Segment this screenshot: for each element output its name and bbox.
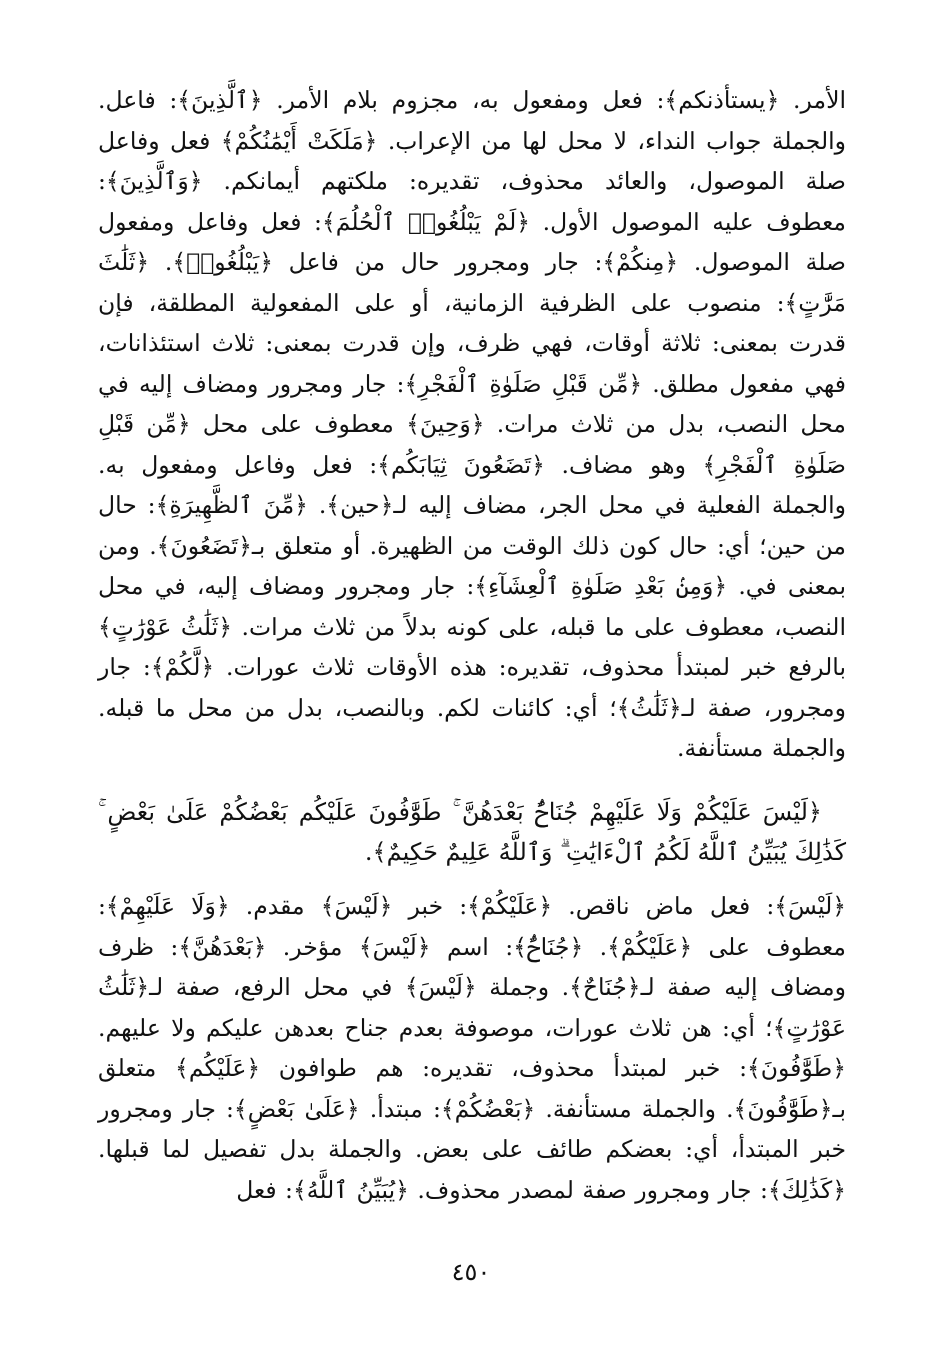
- page-number: ٤٥٠: [451, 1258, 491, 1286]
- commentary-paragraph-2: ﴿لَيْسَ﴾: فعل ماض ناقص. ﴿عَلَيْكُمْ﴾: خبر ﴿لَيْسَ﴾ مقدم. ﴿وَلَا عَلَيْهِمْ﴾: معطوف على ﴿عَلَيْكُمْ﴾. ﴿جُنَاحٌۢ﴾: اسم ﴿لَيْسَ﴾ مؤخر. ﴿بَعْدَهُنَّ﴾: ظرف ومضاف إليه صفة لـ﴿جُنَاحٌ﴾. وجملة ﴿لَيْسَ﴾ في محل الرفع، صفة لـ﴿ثَلَٰثُ عَوْرَٰتٍ﴾؛ أي: هن ثلاث عورات، موصوفة بعدم جناح بعدهن عليكم ولا عليهم. ﴿طَوَّٰفُونَ﴾: خبر لمبتدأ محذوف، تقديره: هم طوافون ﴿عَلَيْكُم﴾ متعلق بـ﴿طَوَّٰفُونَ﴾. والجملة مستأنفة. ﴿بَعْضُكُمْ﴾: مبتدأ. ﴿عَلَىٰ بَعْضٍ﴾: جار ومجرور خبر المبتدأ، أي: بعضكم طائف على بعض. والجملة بدل تفصيل لما قبلها. ﴿كَذَٰلِكَ﴾: جار ومجرور صفة لمصدر محذوف. ﴿يُبَيِّنُ ٱللَّهُ﴾: فعل: [98, 892, 846, 1204]
- commentary-paragraph-1: الأمر. ﴿يستأذنكم﴾: فعل ومفعول به، مجزوم بلام الأمر. ﴿ٱلَّذِينَ﴾: فاعل. والجملة جواب النداء، لا محل لها من الإعراب. ﴿مَلَكَتْ أَيْمَٰنُكُمْ﴾ فعل وفاعل صلة الموصول، والعائد محذوف، تقديره: ملكتهم أيمانكم. ﴿وَٱلَّذِينَ﴾: معطوف عليه الموصول الأول. ﴿لَمْ يَبْلُغُوا۟ ٱلْحُلُمَ﴾: فعل وفاعل ومفعول صلة الموصول. ﴿مِنكُمْ﴾: جار ومجرور حال من فاعل ﴿يَبْلُغُوا۟﴾. ﴿ثَلَٰثَ مَرَّٰتٍ﴾: منصوب على الظرفية الزمانية، أو على المفعولية المطلقة، فإن قدرت بمعنى: ثلاثة أوقات، فهي ظرف، وإن قدرت بمعنى: ثلاث استئذانات، فهي مفعول مطلق. ﴿مِّن قَبْلِ صَلَوٰةِ ٱلْفَجْرِ﴾: جار ومجرور ومضاف إليه في محل النصب، بدل من ثلاث مرات. ﴿وَحِينَ﴾ معطوف على محل ﴿مِّن قَبْلِ صَلَوٰةِ ٱلْفَجْرِ﴾ وهو مضاف. ﴿تَضَعُونَ ثِيَابَكُم﴾: فعل وفاعل ومفعول به. والجملة الفعلية في محل الجر، مضاف إليه لـ﴿حين﴾. ﴿مِّنَ ٱلظَّهِيرَةِ﴾: حال من حين؛ أي: حال كون ذلك الوقت من الظهيرة. أو متعلق بـ﴿تَضَعُونَ﴾. ومن بمعنى في. ﴿وَمِنۢ بَعْدِ صَلَوٰةِ ٱلْعِشَآءِ﴾: جار ومجرور ومضاف إليه، في محل النصب، معطوف على ما قبله، على كونه بدلاً من ثلاث مرات. ﴿ثَلَٰثُ عَوْرَٰتٍ﴾ بالرفع خبر لمبتدأ محذوف، تقديره: هذه الأوقات ثلاث عورات. ﴿لَّكُمْ﴾: جار ومجرور، صفة لـ﴿ثَلَٰثُ﴾؛ أي: كائنات لكم. وبالنصب، بدل من محل ما قبله. والجملة مستأنفة.: [98, 86, 846, 762]
- quran-verse: ﴿لَيْسَ عَلَيْكُمْ وَلَا عَلَيْهِمْ جُنَاحٌۢ بَعْدَهُنَّ ۚ طَوَّٰفُونَ عَلَيْكُم بَعْضُكُمْ عَلَىٰ بَعْضٍ ۚ كَذَٰلِكَ يُبَيِّنُ ٱللَّهُ لَكُمُ ٱلْءَايَٰتِ ۗ وَٱللَّهُ عَلِيمٌ حَكِيمٌ﴾.: [98, 798, 846, 866]
